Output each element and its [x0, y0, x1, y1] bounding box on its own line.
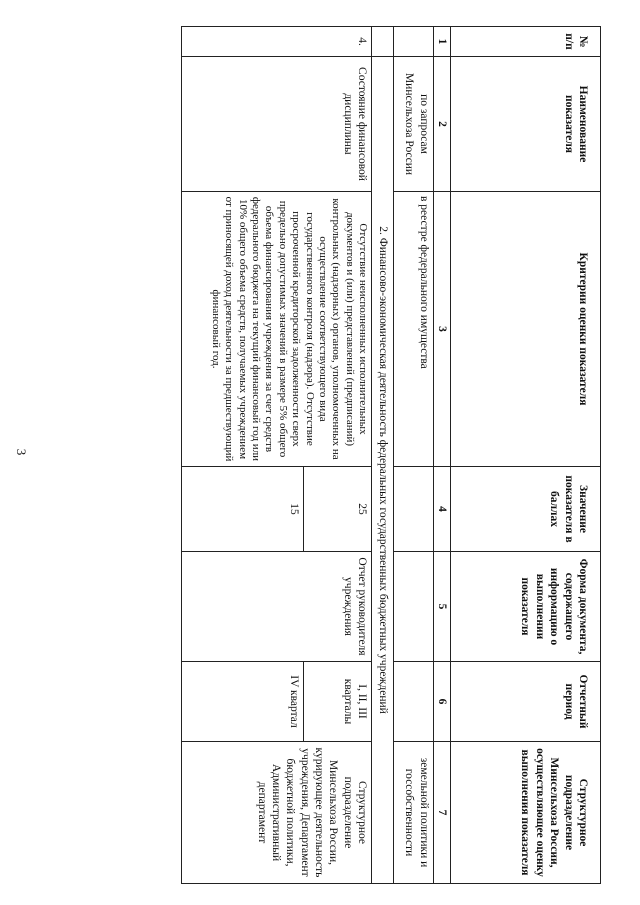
indicator-table [181, 26, 601, 884]
row-form: Отчет руководителя учреждения [182, 552, 372, 662]
col-number: 5 [433, 552, 450, 662]
continuation-row [393, 27, 433, 884]
header-row [451, 27, 601, 884]
section-num-cell [372, 27, 393, 57]
col-number: 1 [433, 27, 450, 57]
col-number: 7 [433, 742, 450, 884]
row-unit: Структурное подразделение Минсельхоза России, курирующее деятельность учреждения, Департамент бюджетной политики, Административный департамент [182, 742, 372, 884]
row-name: Состояние финансовой дисциплины [182, 57, 372, 192]
rotated-table-container [181, 26, 601, 883]
continuation-num [393, 27, 433, 57]
continuation-unit: земельной политики и госсобственности [393, 742, 433, 884]
row-value-2: 15 [182, 467, 304, 552]
continuation-form [393, 552, 433, 662]
section-title-text: Финансово-экономическая деятельность федеральных государственных бюджетных учреждений [376, 237, 389, 714]
continuation-period [393, 662, 433, 742]
header-name: Наименование показателя [451, 57, 601, 192]
header-criteria: Критерии оценки показателя [451, 192, 601, 467]
header-form: Форма документа, содержащего информацию о выполнении показателя [451, 552, 601, 662]
section-title [372, 57, 393, 884]
column-number-row [433, 27, 450, 884]
continuation-criteria: в реестре федерального имущества [393, 192, 433, 467]
col-number: 2 [433, 57, 450, 192]
header-num: № п/п [451, 27, 601, 57]
section-row [372, 27, 393, 884]
col-number: 3 [433, 192, 450, 467]
section-number: 2. [376, 226, 389, 235]
header-period: Отчетный период [451, 662, 601, 742]
continuation-name: по запросам Минсельхоза России [393, 57, 433, 192]
row-value-1: 25 [304, 467, 372, 552]
row-num: 4. [182, 27, 372, 57]
row-period-2: IV квартал [182, 662, 304, 742]
header-unit: Структурное подразделение Минсельхоза России, осуществляющее оценку выполнения показателя [451, 742, 601, 884]
row-period-1: I, II, III кварталы [304, 662, 372, 742]
continuation-value [393, 467, 433, 552]
col-number: 4 [433, 467, 450, 552]
row-criteria: Отсутствие неисполненных исполнительных документов и (или) представлений (предписаний) контрольных (надзорных) органов, уполномоченных на осуществление соответствующего вида государственного контроля (надзора). Отсутствие просроченной кредиторской задолженности сверх предельно допустимых значений в размере 5% общего объема финансирования учреждения за счет средств федерального бюджета на текущий финансовый год или 10% общего объема средств, получаемых учреждением от приносящей доход деятельности за предшествующий финансовый год. [182, 192, 372, 467]
table-row [304, 27, 372, 884]
page-number: 3 [14, 448, 29, 456]
col-number: 6 [433, 662, 450, 742]
header-value: Значение показателя в баллах [451, 467, 601, 552]
